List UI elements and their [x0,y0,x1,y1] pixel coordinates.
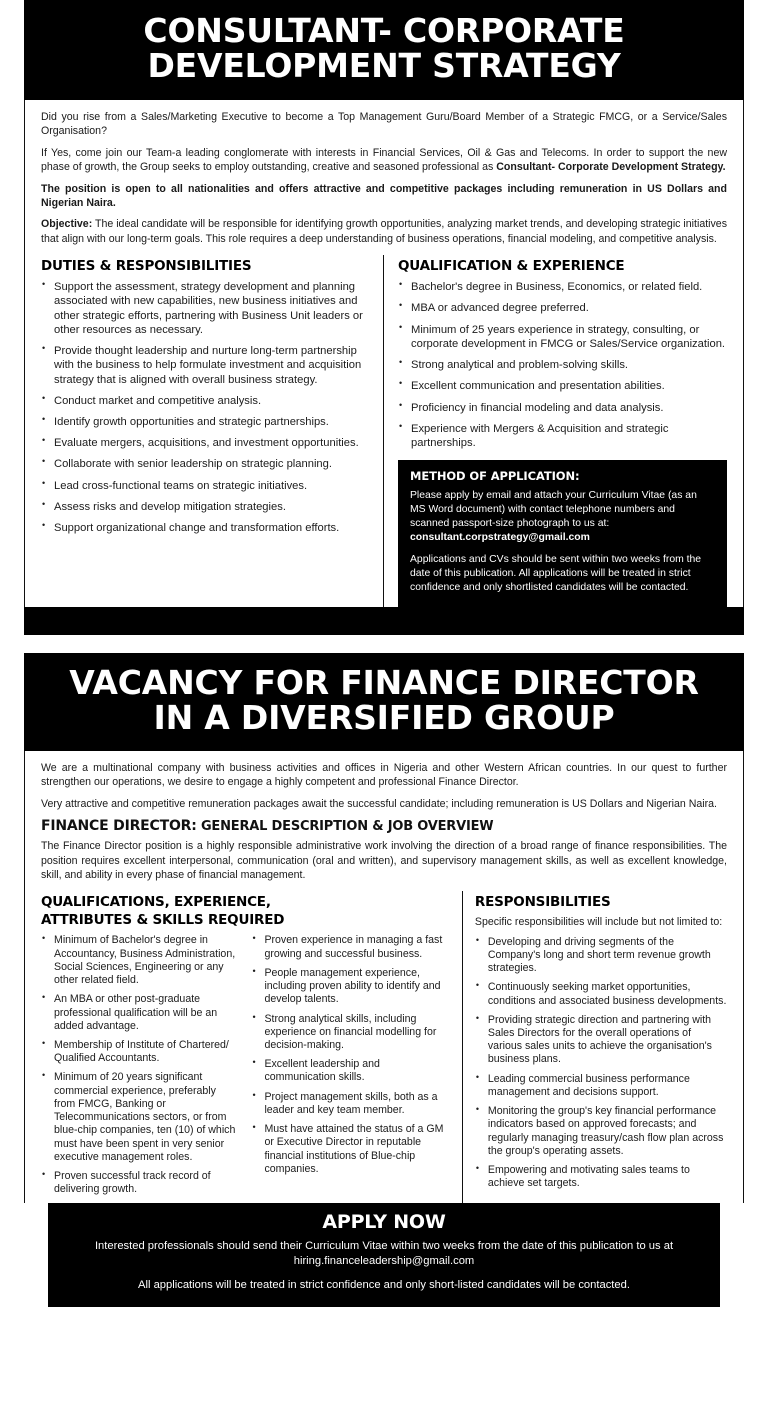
duties-heading: DUTIES & RESPONSIBILITIES [41,258,252,275]
list-item: • Support organizational change and transformation efforts. [41,521,371,535]
ad1-columns [41,255,727,607]
list-item: • Proven experience in managing a fast growing and successful business. [251,934,449,960]
list-item: • Experience with Mergers & Acquisition and strategic partnerships. [398,422,727,450]
list-item: • Membership of Institute of Chartered/ Qualified Accountants. [41,1039,239,1065]
responsibilities-lead-text: Specific responsibilities will include but not limited to: [474,916,723,929]
list-item: • Bachelor's degree in Business, Economics, or related field. [398,280,727,294]
ad1-role-name: Consultant- Corporate Development Strategy. [496,161,726,174]
list-item: • Project management skills, both as a leader and key team member. [251,1091,449,1117]
ad2-responsibilities-column [463,891,727,1202]
ad2-body [24,751,744,1203]
list-item: • Proficiency in financial modeling and data analysis. [398,401,727,415]
advert-consultant-corporate-development-strategy [24,0,744,635]
ad2-qualifications-subcolumn-b [251,934,449,1202]
responsibilities-list [475,936,727,1191]
list-item: • Minimum of Bachelor's degree in Accountancy, Business Administration, Social Sciences, Engineering or any other related field. [41,934,239,987]
ad2-columns [41,891,727,1202]
list-item: • Proven successful track record of delivering growth. [41,1170,239,1196]
list-item: • Provide thought leadership and nurture long-term partnership with the business to help formulate investment and acquisition strategy that is aligned with overall business strategy. [41,344,371,387]
duties-list [41,280,371,535]
ad1-qualification-column [384,255,727,607]
ad2-qualifications-subcolumn-a [41,934,239,1202]
ad1-package-statement: The position is open to all nationalities and offers attractive and competitive packages including remuneration in US Dollars and Nigerian Naira. [41,182,727,209]
list-item: • Lead cross-functional teams on strategic initiatives. [41,479,371,493]
apply-now-instructions: Interested professionals should send their Curriculum Vitae within two weeks from the date of this publication to us at hiring.financeleadership@gmail.com [94,1239,674,1267]
responsibilities-heading: RESPONSIBILITIES [474,894,611,911]
method-of-application-heading: METHOD OF APPLICATION: [410,469,580,484]
apply-now-confidentiality-note: All applications will be treated in strict confidence and only short-listed candidates will be contacted. [138,1278,630,1291]
list-item: • People management experience, including proven ability to identify and develop talents. [251,967,449,1007]
list-item: • Strong analytical and problem-solving skills. [398,358,727,372]
ad2-qualifications-subcolumns [41,934,450,1202]
ad1-body [24,100,744,607]
list-item: • MBA or advanced degree preferred. [398,301,727,315]
ad1-intro-paragraph-2 [41,146,727,175]
ad2-intro-paragraph-2: Very attractive and competitive remuneration packages await the successful candidate; including remuneration is US Dollars and Nigerian Naira. [41,797,717,810]
list-item: • Excellent leadership and communication skills. [251,1058,449,1084]
list-item: • Conduct market and competitive analysis. [41,394,371,408]
list-item: • Leading commercial business performance management and decisions support. [475,1073,727,1099]
list-item: • Must have attained the status of a GM or Executive Director in reputable financial institutions of Blue-chip companies. [251,1123,449,1176]
ad1-title-line-2: DEVELOPMENT STRATEGY [147,45,621,85]
method-of-application-body [410,489,715,544]
ad2-overview-heading [41,818,727,834]
list-item: • Identify growth opportunities and strategic partnerships. [41,415,371,429]
ad2-qualifications-heading-line-1: QUALIFICATIONS, EXPERIENCE, [41,894,271,911]
advert-finance-director [24,653,744,1307]
list-item: • Support the assessment, strategy development and planning associated with new capabilities, new business initiatives and other strategic efforts, partnering with Business Unit leaders or other resources as necessary. [41,280,371,337]
application-email-link[interactable]: consultant.corpstrategy@gmail.com [410,531,590,543]
qualification-heading: QUALIFICATION & EXPERIENCE [398,258,625,275]
method-of-application-box [398,460,727,607]
list-item: • Collaborate with senior leadership on strategic planning. [41,457,371,471]
ad1-objective-label: Objective: [41,218,93,231]
list-item: • Assess risks and develop mitigation strategies. [41,500,371,514]
ad1-intro-p2-text: If Yes, come join our Team-a leading conglomerate with interests in Financial Services, Oil & Gas and Telecoms. In order to support the new phase of growth, the Group seeks to employ outstanding, creative and seasoned professional as [41,146,727,174]
list-item: • Developing and driving segments of the Company's long and short term revenue growth strategies. [475,936,727,976]
ad1-objective-paragraph [41,217,727,246]
ad2-title-banner [24,653,744,751]
ad2-overview-heading-rest: GENERAL DESCRIPTION & JOB OVERVIEW [196,819,494,835]
ad1-title-banner [24,0,744,100]
list-item: • Providing strategic direction and partnering with Sales Directors for the overall operations of various sales units to achieve the organisation's business plans. [475,1014,727,1067]
apply-now-title: APPLY NOW [322,1210,446,1233]
ad2-overview-heading-role: FINANCE DIRECTOR: [41,818,197,835]
ad2-qualifications-column [41,891,463,1202]
ad1-intro-paragraph-1: Did you rise from a Sales/Marketing Executive to become a Top Management Guru/Board Member of a Strategic FMCG, or a Service/Sales Organisation? [41,110,727,138]
ad2-title-line-1: VACANCY FOR FINANCE DIRECTOR [69,662,699,702]
ad1-duties-column [41,255,384,607]
qualifications-list-b [251,934,449,1176]
method-of-application-note: Applications and CVs should be sent within two weeks from the date of this publication. All applications will be treated in strict confidence and only shortlisted candidates will be contacted. [410,554,702,594]
ad2-overview-paragraph: The Finance Director position is a highly responsible administrative work involving the direction of a broad range of finance responsibilities. The position requires excellent interpersonal, communication (oral and written), and supervisory management skills, as well as excellent knowledge, skill, and ability in every phase of financial management. [41,840,727,881]
qualification-list [398,280,727,450]
qualifications-list-a [41,934,239,1196]
method-instructions: Please apply by email and attach your Curriculum Vitae (as an MS Word document) with contact telephone numbers and scanned passport-size photograph to us at: [410,490,697,529]
list-item: • Monitoring the group's key financial performance indicators based on approved forecasts; and regularly managing treasury/cash flow plan across the group's operating assets. [475,1105,727,1158]
list-item: • Empowering and motivating sales teams to achieve set targets. [475,1164,727,1190]
advert-separator [0,635,768,653]
ad1-title-line-1: CONSULTANT- CORPORATE [143,11,625,50]
ad2-qualifications-heading-line-2: ATTRIBUTES & SKILLS REQUIRED [41,912,285,929]
list-item: • Strong analytical skills, including experience on financial modelling for decision-making. [251,1013,449,1053]
ad1-bottom-bar [24,607,744,635]
ad2-intro-paragraph-1: We are a multinational company with business activities and offices in Nigeria and other Western African countries. In our quest to further strengthen our operations, we desire to engage a highly competent and professional Finance Director. [41,761,727,789]
list-item: • Continuously seeking market opportunities, conditions and associated business developments. [475,981,727,1007]
list-item: • Minimum of 20 years significant commercial experience, preferably from FMCG, Banking or Telecommunications sectors, or from blue-chip companies, ten (10) of which must have been spent in very senior executive management roles. [41,1071,239,1164]
apply-now-footer [48,1203,720,1307]
list-item: • Evaluate mergers, acquisitions, and investment opportunities. [41,436,371,450]
list-item: • An MBA or other post-graduate professional qualification will be an added advantage. [41,993,239,1033]
list-item: • Minimum of 25 years experience in strategy, consulting, or corporate development in FMCG or Sales/Service organization. [398,323,727,351]
list-item: • Excellent communication and presentation abilities. [398,379,727,393]
ad2-title-line-2: IN A DIVERSIFIED GROUP [153,697,615,737]
ad1-objective-text: The ideal candidate will be responsible for identifying growth opportunities, analyzing market trends, and developing strategic initiatives that align with our long-term goals. This role requires a deep understanding of business operations, financial modeling, and competitive analysis. [41,218,727,245]
